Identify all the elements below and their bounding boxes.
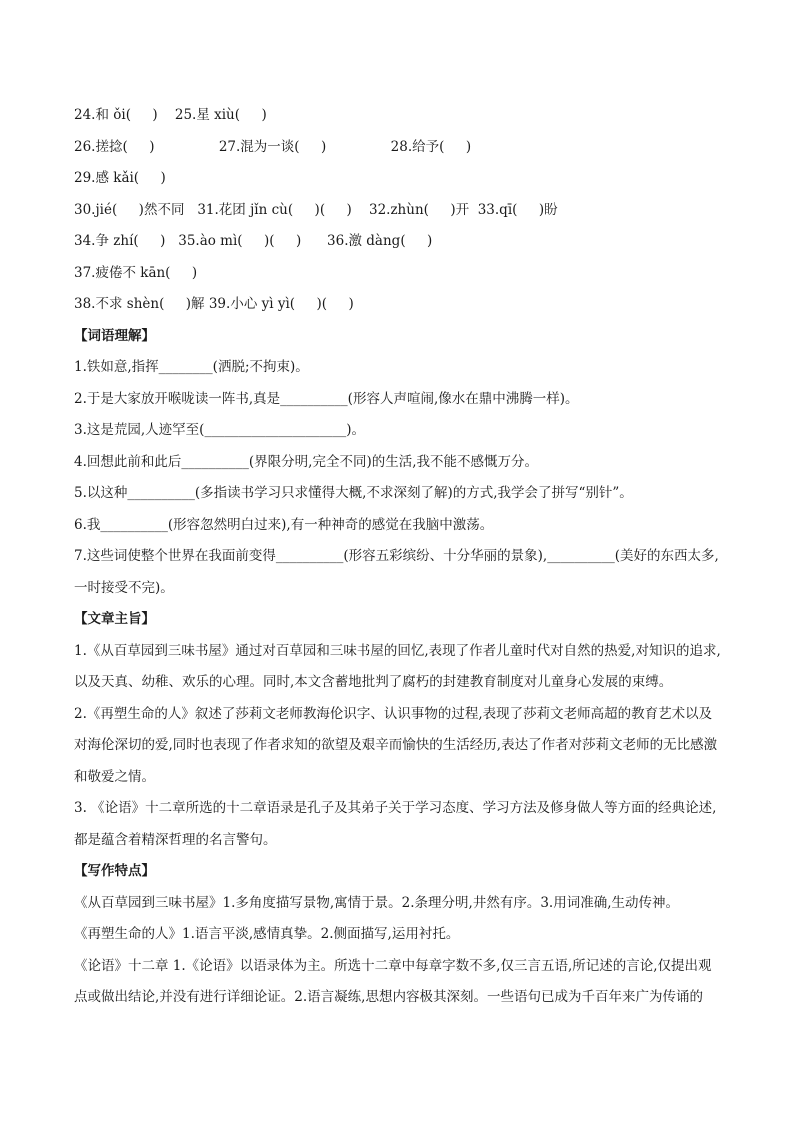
vocab-line-26-28: 26.搓捻( ) 27.混为一谈( ) 28.给予( ) <box>74 138 472 155</box>
content <box>74 100 722 1014</box>
main-idea-item-1: 1.《从百草园到三味书屋》通过对百草园和三味书屋的回忆,表现了作者儿童时代对自然的热爱,对知识的追求,以及天真、幼稚、欢乐的心理。同时,本文含蓄地批判了腐朽的封建教育制度对儿童身心发展的束缚。 <box>74 642 721 690</box>
section-word-understanding <box>74 321 722 605</box>
vocab-line-30-33: 30.jié( )然不同 31.花团 jǐn cù( )( ) 32.zhùn( )开 33.qī( )盼 <box>74 201 558 218</box>
section-heading: 【文章主旨】 <box>74 611 155 627</box>
word-item-6: 6.我__________(形容忽然明白过来),有一种神奇的感觉在我脑中激荡。 <box>74 516 494 533</box>
writing-item-1: 《从百草园到三味书屋》1.多角度描写景物,寓情于景。2.条理分明,井然有序。3.用词准确,生动传神。 <box>74 894 680 911</box>
section-writing-features <box>74 856 722 1014</box>
section-heading: 【写作特点】 <box>74 863 155 879</box>
word-item-2: 2.于是大家放开喉咙读一阵书,真是__________(形容人声喧闹,像水在鼎中沸腾一样)。 <box>74 390 579 407</box>
word-item-1: 1.铁如意,指挥________(洒脱;不拘束)。 <box>74 359 309 375</box>
vocab-block <box>74 100 722 321</box>
main-idea-item-3: 3. 《论语》十二章所选的十二章语录是孔子及其弟子关于学习态度、学习方法及修身做人等方面的经典论述,都是蕴含着精深哲理的名言警句。 <box>74 800 717 848</box>
vocab-line-34-36: 34.争 zhí( ) 35.ào mì( )( ) 36.激 dàng( ) <box>74 233 433 249</box>
vocab-line-29: 29.感 kǎi( ) <box>74 170 166 186</box>
word-item-7: 7.这些词使整个世界在我面前变得__________(形容五彩缤纷、十分华丽的景象),__________(美好的东西太多,一时接受不完)。 <box>74 548 719 596</box>
writing-item-3: 《论语》十二章 1.《论语》以语录体为主。所选十二章中每章字数不多,仅三言五语,所记述的言论,仅提出观点或做出结论,并没有进行详细论证。2.语言凝练,思想内容极其深刻。一些语句已成为千百年来广为传诵的 <box>74 957 712 1005</box>
word-item-5: 5.以这种__________(多指读书学习只求懂得大概,不求深刻了解)的方式,我学会了拼写“别针”。 <box>74 485 633 501</box>
main-idea-item-2: 2.《再塑生命的人》叙述了莎莉文老师教海伦识字、认识事物的过程,表现了莎莉文老师高超的教育艺术以及对海伦深切的爱,同时也表现了作者求知的欲望及艰辛而愉快的生活经历,表达了作者对莎莉文老师的无比感激和敬爱之情。 <box>74 705 718 785</box>
section-heading: 【词语理解】 <box>74 327 155 344</box>
vocab-line-38-39: 38.不求 shèn( )解 39.小心 yì yì( )( ) <box>74 296 354 312</box>
word-item-4: 4.回想此前和此后__________(界限分明,完全不同)的生活,我不能不感慨万分。 <box>74 453 538 470</box>
writing-item-2: 《再塑生命的人》1.语言平淡,感情真挚。2.侧面描写,运用衬托。 <box>74 926 460 942</box>
vocab-line-24-25: 24.和 ǒi( ) 25.星 xiù( ) <box>74 107 267 123</box>
section-main-idea <box>74 604 722 856</box>
word-item-3: 3.这是荒园,人迹罕至(_____________________)。 <box>74 422 365 438</box>
vocab-line-37: 37.疲倦不 kān( ) <box>74 264 198 281</box>
